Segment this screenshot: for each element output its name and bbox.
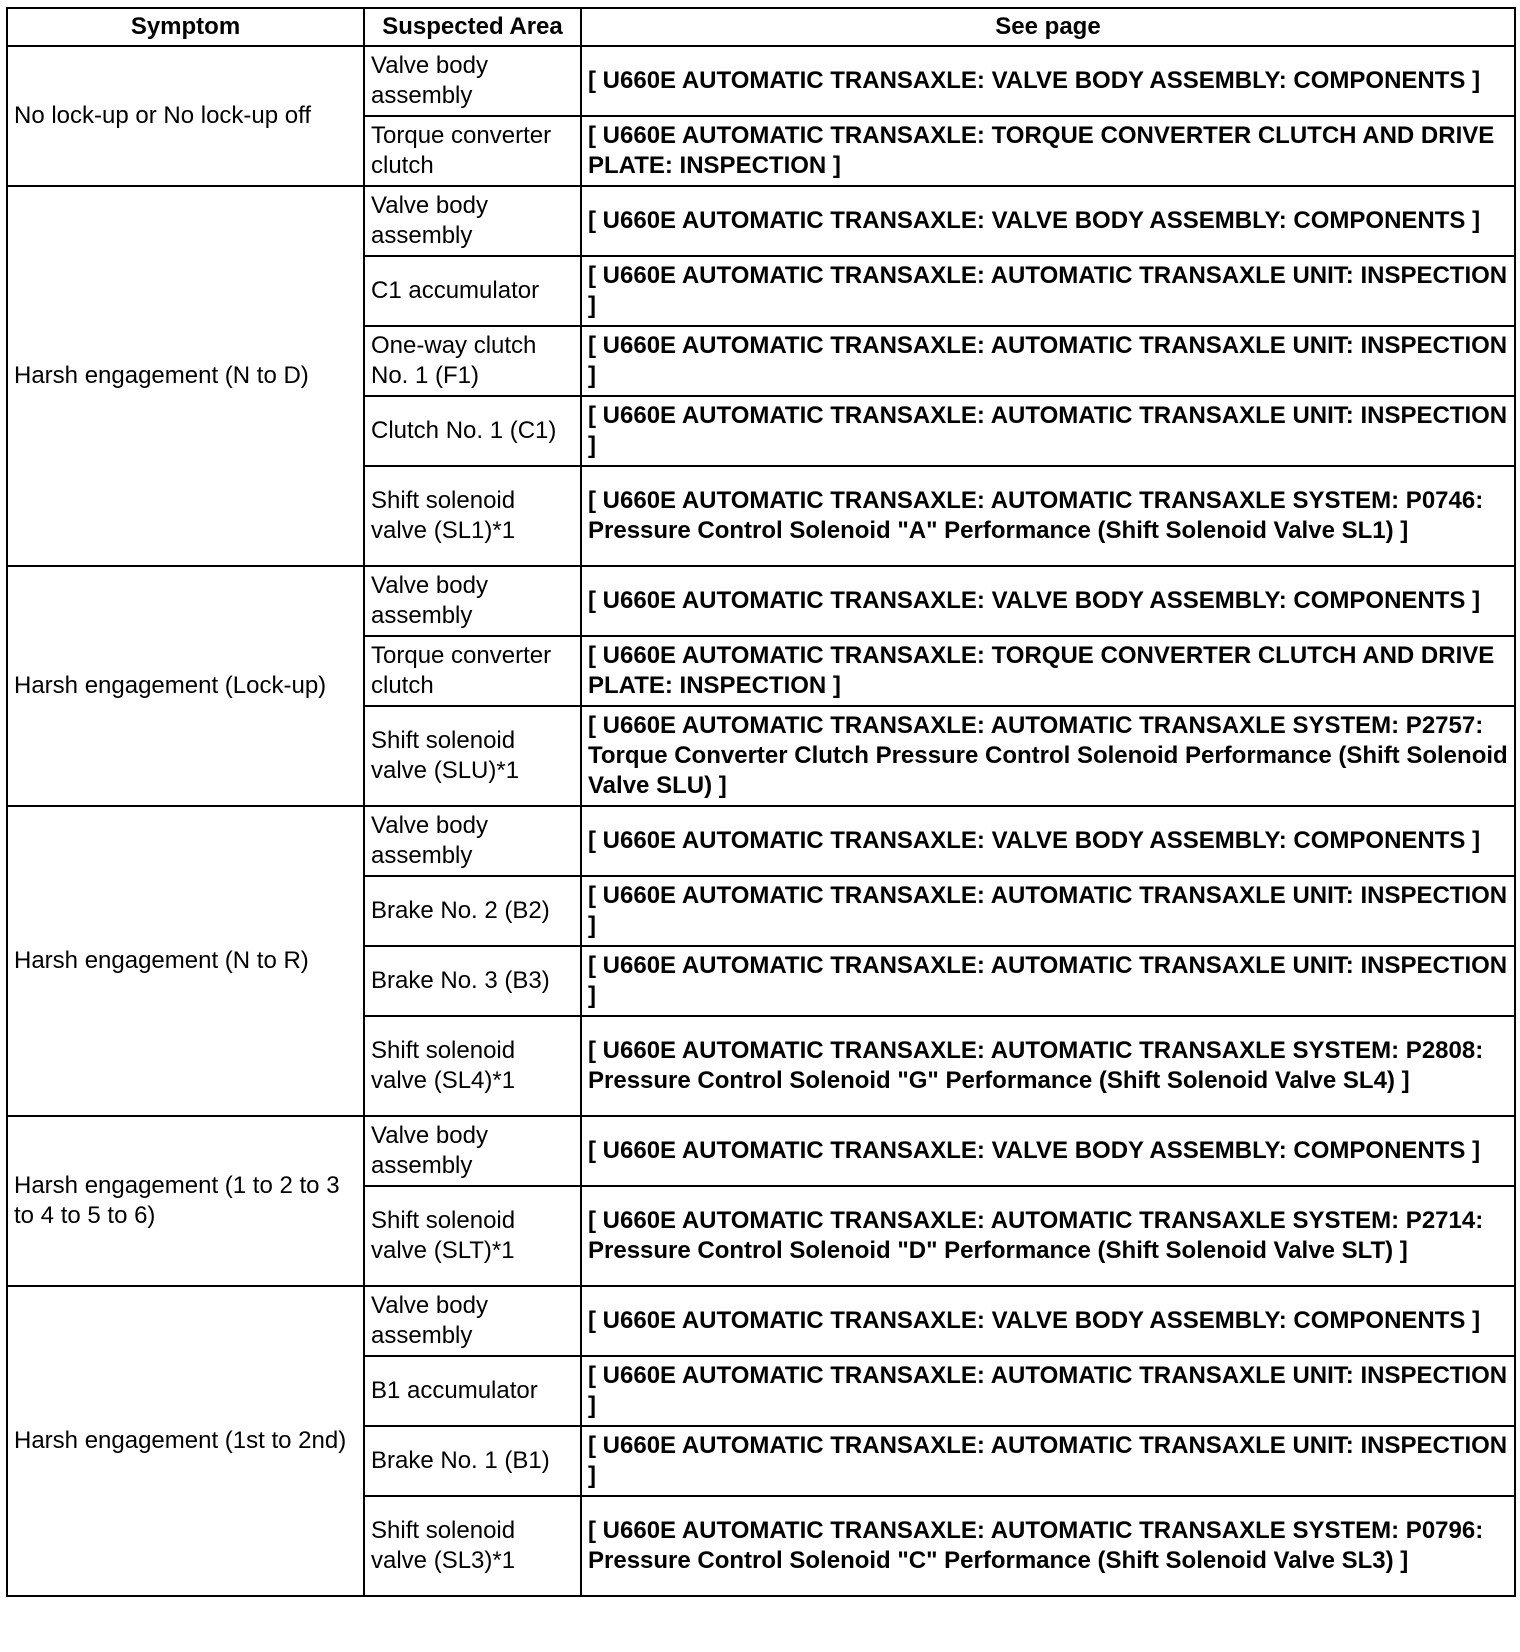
symptom-cell: Harsh engagement (N to R) xyxy=(7,806,364,1116)
suspected-area-cell: Valve body assembly xyxy=(364,806,581,876)
see-page-link[interactable]: [ U660E AUTOMATIC TRANSAXLE: AUTOMATIC TRANSAXLE UNIT: INSPECTION ] xyxy=(581,1426,1515,1496)
suspected-area-cell: Clutch No. 1 (C1) xyxy=(364,396,581,466)
see-page-link[interactable]: [ U660E AUTOMATIC TRANSAXLE: AUTOMATIC TRANSAXLE UNIT: INSPECTION ] xyxy=(581,326,1515,396)
suspected-area-cell: Shift solenoid valve (SL3)*1 xyxy=(364,1496,581,1596)
suspected-area-cell: Shift solenoid valve (SLU)*1 xyxy=(364,706,581,806)
see-page-link[interactable]: [ U660E AUTOMATIC TRANSAXLE: AUTOMATIC TRANSAXLE SYSTEM: P0746: Pressure Control Solenoid "A" Performance (Shift Solenoid Valve SL1) ] xyxy=(581,466,1515,566)
table-row xyxy=(7,1116,1515,1186)
table-header-row xyxy=(7,8,1515,46)
table-row xyxy=(7,186,1515,256)
see-page-link[interactable]: [ U660E AUTOMATIC TRANSAXLE: VALVE BODY ASSEMBLY: COMPONENTS ] xyxy=(581,186,1515,256)
suspected-area-cell: Shift solenoid valve (SLT)*1 xyxy=(364,1186,581,1286)
table-row xyxy=(7,806,1515,876)
header-see-page: See page xyxy=(581,8,1515,46)
suspected-area-cell: Shift solenoid valve (SL4)*1 xyxy=(364,1016,581,1116)
suspected-area-cell: Valve body assembly xyxy=(364,566,581,636)
see-page-link[interactable]: [ U660E AUTOMATIC TRANSAXLE: VALVE BODY ASSEMBLY: COMPONENTS ] xyxy=(581,806,1515,876)
suspected-area-cell: Shift solenoid valve (SL1)*1 xyxy=(364,466,581,566)
suspected-area-cell: Valve body assembly xyxy=(364,186,581,256)
suspected-area-cell: Brake No. 1 (B1) xyxy=(364,1426,581,1496)
header-symptom: Symptom xyxy=(7,8,364,46)
see-page-link[interactable]: [ U660E AUTOMATIC TRANSAXLE: VALVE BODY ASSEMBLY: COMPONENTS ] xyxy=(581,1116,1515,1186)
suspected-area-cell: C1 accumulator xyxy=(364,256,581,326)
see-page-link[interactable]: [ U660E AUTOMATIC TRANSAXLE: AUTOMATIC TRANSAXLE SYSTEM: P2808: Pressure Control Solenoid "G" Performance (Shift Solenoid Valve SL4) ] xyxy=(581,1016,1515,1116)
suspected-area-cell: Torque converter clutch xyxy=(364,636,581,706)
suspected-area-cell: One-way clutch No. 1 (F1) xyxy=(364,326,581,396)
suspected-area-cell: Valve body assembly xyxy=(364,1116,581,1186)
table-row xyxy=(7,46,1515,116)
see-page-link[interactable]: [ U660E AUTOMATIC TRANSAXLE: TORQUE CONVERTER CLUTCH AND DRIVE PLATE: INSPECTION ] xyxy=(581,636,1515,706)
suspected-area-cell: Valve body assembly xyxy=(364,46,581,116)
see-page-link[interactable]: [ U660E AUTOMATIC TRANSAXLE: AUTOMATIC TRANSAXLE UNIT: INSPECTION ] xyxy=(581,256,1515,326)
header-suspected-area: Suspected Area xyxy=(364,8,581,46)
see-page-link[interactable]: [ U660E AUTOMATIC TRANSAXLE: AUTOMATIC TRANSAXLE UNIT: INSPECTION ] xyxy=(581,946,1515,1016)
see-page-link[interactable]: [ U660E AUTOMATIC TRANSAXLE: VALVE BODY ASSEMBLY: COMPONENTS ] xyxy=(581,566,1515,636)
see-page-link[interactable]: [ U660E AUTOMATIC TRANSAXLE: VALVE BODY ASSEMBLY: COMPONENTS ] xyxy=(581,46,1515,116)
symptom-table xyxy=(6,7,1516,1597)
symptom-cell: Harsh engagement (1 to 2 to 3 to 4 to 5 to 6) xyxy=(7,1116,364,1286)
symptom-cell: Harsh engagement (1st to 2nd) xyxy=(7,1286,364,1596)
suspected-area-cell: B1 accumulator xyxy=(364,1356,581,1426)
suspected-area-cell: Torque converter clutch xyxy=(364,116,581,186)
see-page-link[interactable]: [ U660E AUTOMATIC TRANSAXLE: AUTOMATIC TRANSAXLE UNIT: INSPECTION ] xyxy=(581,876,1515,946)
suspected-area-cell: Valve body assembly xyxy=(364,1286,581,1356)
table-row xyxy=(7,1286,1515,1356)
suspected-area-cell: Brake No. 3 (B3) xyxy=(364,946,581,1016)
see-page-link[interactable]: [ U660E AUTOMATIC TRANSAXLE: AUTOMATIC TRANSAXLE UNIT: INSPECTION ] xyxy=(581,396,1515,466)
see-page-link[interactable]: [ U660E AUTOMATIC TRANSAXLE: AUTOMATIC TRANSAXLE SYSTEM: P2714: Pressure Control Solenoid "D" Performance (Shift Solenoid Valve SLT) ] xyxy=(581,1186,1515,1286)
symptom-cell: No lock-up or No lock-up off xyxy=(7,46,364,186)
see-page-link[interactable]: [ U660E AUTOMATIC TRANSAXLE: AUTOMATIC TRANSAXLE UNIT: INSPECTION ] xyxy=(581,1356,1515,1426)
symptom-cell: Harsh engagement (N to D) xyxy=(7,186,364,566)
symptom-cell: Harsh engagement (Lock-up) xyxy=(7,566,364,806)
table-row xyxy=(7,566,1515,636)
see-page-link[interactable]: [ U660E AUTOMATIC TRANSAXLE: TORQUE CONVERTER CLUTCH AND DRIVE PLATE: INSPECTION ] xyxy=(581,116,1515,186)
see-page-link[interactable]: [ U660E AUTOMATIC TRANSAXLE: VALVE BODY ASSEMBLY: COMPONENTS ] xyxy=(581,1286,1515,1356)
suspected-area-cell: Brake No. 2 (B2) xyxy=(364,876,581,946)
see-page-link[interactable]: [ U660E AUTOMATIC TRANSAXLE: AUTOMATIC TRANSAXLE SYSTEM: P0796: Pressure Control Solenoid "C" Performance (Shift Solenoid Valve SL3) ] xyxy=(581,1496,1515,1596)
see-page-link[interactable]: [ U660E AUTOMATIC TRANSAXLE: AUTOMATIC TRANSAXLE SYSTEM: P2757: Torque Converter Clutch Pressure Control Solenoid Performance (Shift Solenoid Valve SLU) ] xyxy=(581,706,1515,806)
